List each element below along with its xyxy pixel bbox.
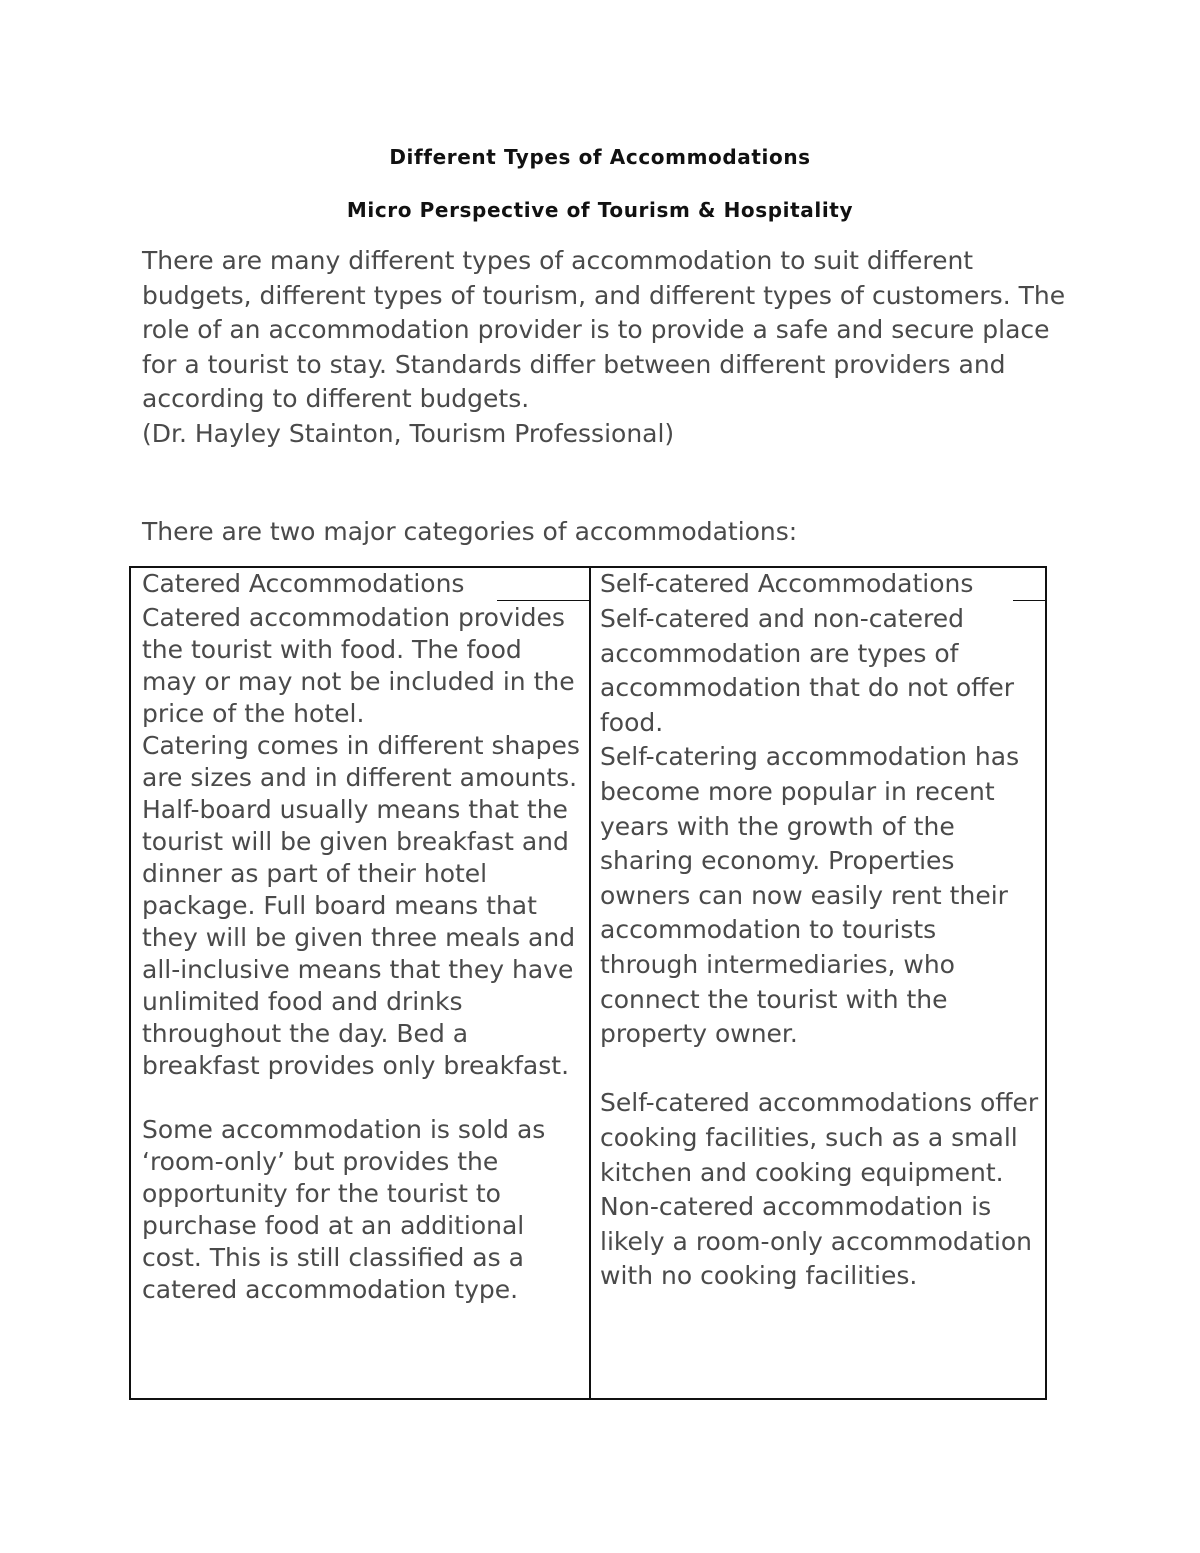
catered-paragraph-3: Some accommodation is sold as ‘room-only’ but provides the opportunity for the tourist to purchase food at an additional cost. This is still classified as a catered accommodation type. xyxy=(142,1115,546,1304)
catered-header: Catered Accommodations xyxy=(142,569,465,598)
accommodation-categories-table xyxy=(129,566,1047,1400)
document-title: Different Types of Accommodations xyxy=(389,145,811,169)
self-catered-paragraph-2: Self-catering accommodation has become more popular in recent years with the growth of the sharing economy. Properties owners can now easily rent their accommodation to tourists through intermediaries, who connect the tourist with the property owner. xyxy=(600,742,1020,1049)
intro-section xyxy=(142,244,1082,452)
self-catered-header: Self-catered Accommodations xyxy=(600,569,974,598)
self-catered-column xyxy=(600,568,1040,1294)
paragraph-gap xyxy=(142,1082,582,1114)
intro-paragraph: There are many different types of accommodation to suit different budgets, different types of tourism, and different types of customers. The role of an accommodation provider is to provide a safe and secure place for a tourist to stay. Standards differ between different providers and according to different budgets. xyxy=(142,246,1066,414)
document-subtitle: Micro Perspective of Tourism & Hospitality xyxy=(346,198,854,222)
column-divider xyxy=(589,568,591,1398)
self-catered-paragraph-3: Self-catered accommodations offer cooking facilities, such as a small kitchen and cooking equipment. Non-catered accommodation is likely a room-only accommodation with no cooking facilities. xyxy=(600,1088,1039,1291)
paragraph-gap xyxy=(600,1052,1040,1087)
catered-paragraph-2: Catering comes in different shapes are sizes and in different amounts. Half-board usually means that the tourist will be given breakfast and dinner as part of their hotel package. Full board means that they will be given three meals and all-inclusive means that they have unlimited food and drinks throughout the day. Bed a breakfast provides only breakfast. xyxy=(142,731,580,1080)
self-catered-paragraph-1: Self-catered and non-catered accommodation are types of accommodation that do not offer food. xyxy=(600,604,1015,737)
catered-paragraph-1: Catered accommodation provides the tourist with food. The food may or may not be included in the price of the hotel. xyxy=(142,603,575,728)
categories-lead: There are two major categories of accommodations: xyxy=(142,517,798,546)
catered-column xyxy=(142,568,582,1306)
citation: (Dr. Hayley Stainton, Tourism Professional) xyxy=(142,418,675,448)
